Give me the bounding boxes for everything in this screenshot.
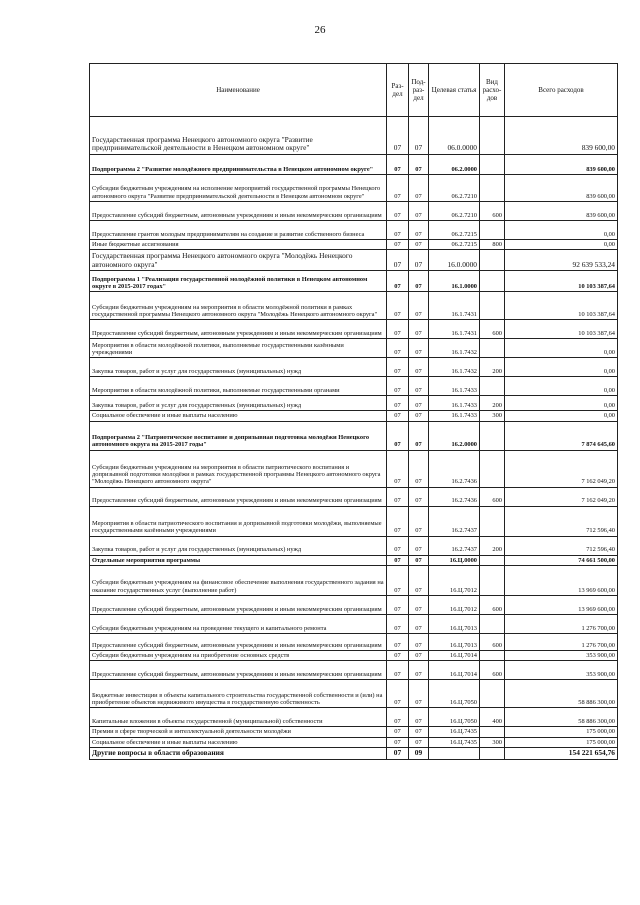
row-name: Закупка товаров, работ и услуг для государственных (муниципальных) нужд xyxy=(90,358,387,377)
row-podrazdel: 07 xyxy=(409,117,429,155)
row-target: 16.2.7436 xyxy=(429,450,480,487)
row-total: 0,00 xyxy=(505,358,618,377)
table-row xyxy=(90,536,618,555)
table-row xyxy=(90,175,618,202)
row-podrazdel: 07 xyxy=(409,250,429,271)
row-podrazdel: 07 xyxy=(409,411,429,421)
row-vid xyxy=(480,615,505,634)
row-total: 839 600,00 xyxy=(505,175,618,202)
row-total: 13 969 600,00 xyxy=(505,566,618,596)
row-total: 0,00 xyxy=(505,377,618,396)
row-target: 16.Ц.7013 xyxy=(429,615,480,634)
row-razdel: 07 xyxy=(387,411,409,421)
table-header xyxy=(90,64,618,117)
row-vid: 200 xyxy=(480,396,505,411)
row-target: 16.1.7433 xyxy=(429,411,480,421)
row-podrazdel: 07 xyxy=(409,421,429,450)
row-target: 16.1.7432 xyxy=(429,358,480,377)
row-total: 712 596,40 xyxy=(505,536,618,555)
row-name: Субсидии бюджетным учреждениям на приобретение основных средств xyxy=(90,651,387,661)
row-vid xyxy=(480,727,505,737)
table-row xyxy=(90,411,618,421)
row-vid: 300 xyxy=(480,411,505,421)
table-row xyxy=(90,292,618,320)
row-vid: 600 xyxy=(480,487,505,506)
row-name: Социальное обеспечение и иные выплаты населению xyxy=(90,737,387,747)
row-target: 16.Ц.7013 xyxy=(429,634,480,651)
row-name: Субсидии бюджетным учреждениям на мероприятия в области молодёжной политики в рамках государственной программы Ненецкого автономного округа "Молодёжь Ненецкого автономного округа" xyxy=(90,292,387,320)
row-podrazdel: 07 xyxy=(409,487,429,506)
row-vid xyxy=(480,339,505,358)
table-row xyxy=(90,202,618,221)
row-razdel: 07 xyxy=(387,506,409,536)
row-podrazdel: 07 xyxy=(409,202,429,221)
row-vid: 600 xyxy=(480,320,505,339)
header-target: Целевая статья xyxy=(429,64,480,117)
row-total: 839 600,00 xyxy=(505,155,618,175)
table-row xyxy=(90,487,618,506)
row-target: 16.Ц.7012 xyxy=(429,566,480,596)
table-row xyxy=(90,708,618,727)
row-vid: 600 xyxy=(480,634,505,651)
row-vid xyxy=(480,292,505,320)
page-number: 26 xyxy=(314,24,326,36)
row-total: 0,00 xyxy=(505,240,618,250)
table-row xyxy=(90,117,618,155)
row-total: 154 221 654,76 xyxy=(505,748,618,760)
row-name: Предоставление субсидий бюджетным, автономным учреждениям и иным некоммерческим организациям xyxy=(90,661,387,680)
row-razdel: 07 xyxy=(387,566,409,596)
row-podrazdel: 09 xyxy=(409,748,429,760)
row-vid: 200 xyxy=(480,536,505,555)
row-name: Субсидии бюджетным учреждениям на финансовое обеспечение выполнения государственного задания на оказание государственных услуг (выполнение работ) xyxy=(90,566,387,596)
row-target: 06.2.7210 xyxy=(429,175,480,202)
row-target: 06.0.0000 xyxy=(429,117,480,155)
row-target xyxy=(429,748,480,760)
row-razdel: 07 xyxy=(387,117,409,155)
row-razdel: 07 xyxy=(387,202,409,221)
table-row xyxy=(90,555,618,565)
header-vid: Вид расхо-дов xyxy=(480,64,505,117)
row-target: 16.Ц.7012 xyxy=(429,596,480,615)
row-podrazdel: 07 xyxy=(409,271,429,292)
row-target: 16.2.0000 xyxy=(429,421,480,450)
row-name: Отдельные мероприятия программы xyxy=(90,555,387,565)
table-row xyxy=(90,737,618,747)
header-name: Наименование xyxy=(90,64,387,117)
row-name: Социальное обеспечение и иные выплаты населению xyxy=(90,411,387,421)
table-row xyxy=(90,506,618,536)
row-razdel: 07 xyxy=(387,651,409,661)
row-target: 16.Ц.7435 xyxy=(429,737,480,747)
row-podrazdel: 07 xyxy=(409,596,429,615)
row-total: 1 276 700,00 xyxy=(505,634,618,651)
row-razdel: 07 xyxy=(387,555,409,565)
row-razdel: 07 xyxy=(387,240,409,250)
header-podrazdel: Под-раз-дел xyxy=(409,64,429,117)
row-total: 58 886 300,00 xyxy=(505,680,618,708)
table-row xyxy=(90,651,618,661)
row-podrazdel: 07 xyxy=(409,339,429,358)
row-name: Премии в сфере творческой и интеллектуальной деятельности молодёжи xyxy=(90,727,387,737)
row-name: Предоставление субсидий бюджетным, автономным учреждениям и иным некоммерческим организациям xyxy=(90,487,387,506)
row-podrazdel: 07 xyxy=(409,737,429,747)
row-name: Закупка товаров, работ и услуг для государственных (муниципальных) нужд xyxy=(90,536,387,555)
row-razdel: 07 xyxy=(387,634,409,651)
row-total: 175 000,00 xyxy=(505,737,618,747)
row-total: 0,00 xyxy=(505,396,618,411)
row-vid xyxy=(480,566,505,596)
row-target: 16.1.7433 xyxy=(429,396,480,411)
row-vid: 400 xyxy=(480,708,505,727)
row-name: Предоставление субсидий бюджетным, автономным учреждениям и иным некоммерческим организациям xyxy=(90,634,387,651)
row-vid xyxy=(480,651,505,661)
row-target: 16.1.7431 xyxy=(429,292,480,320)
row-total: 10 103 387,64 xyxy=(505,271,618,292)
row-total: 0,00 xyxy=(505,411,618,421)
row-razdel: 07 xyxy=(387,727,409,737)
row-vid xyxy=(480,680,505,708)
row-target: 16.2.7437 xyxy=(429,506,480,536)
table-row xyxy=(90,377,618,396)
table-row xyxy=(90,596,618,615)
row-name: Мероприятия в области молодёжной политики, выполняемые государственными органами xyxy=(90,377,387,396)
row-razdel: 07 xyxy=(387,450,409,487)
row-target: 16.Ц.7014 xyxy=(429,651,480,661)
row-total: 712 596,40 xyxy=(505,506,618,536)
row-name: Закупка товаров, работ и услуг для государственных (муниципальных) нужд xyxy=(90,396,387,411)
row-razdel: 07 xyxy=(387,155,409,175)
row-name: Мероприятия в области патриотического воспитания и допризывной подготовки молодёжи, выполняемые государственными казёнными учреждениями xyxy=(90,506,387,536)
row-target: 16.1.7431 xyxy=(429,320,480,339)
row-vid xyxy=(480,555,505,565)
table-row xyxy=(90,240,618,250)
row-total: 0,00 xyxy=(505,221,618,240)
row-target: 16.Ц.7050 xyxy=(429,680,480,708)
table-row xyxy=(90,748,618,760)
row-razdel: 07 xyxy=(387,221,409,240)
row-vid: 300 xyxy=(480,737,505,747)
row-vid: 600 xyxy=(480,596,505,615)
row-total: 839 600,00 xyxy=(505,202,618,221)
row-razdel: 07 xyxy=(387,748,409,760)
row-podrazdel: 07 xyxy=(409,680,429,708)
table-row xyxy=(90,339,618,358)
row-name: Иные бюджетные ассигнования xyxy=(90,240,387,250)
header-razdel: Раз-дел xyxy=(387,64,409,117)
row-razdel: 07 xyxy=(387,271,409,292)
row-target: 06.2.7215 xyxy=(429,240,480,250)
row-vid: 600 xyxy=(480,661,505,680)
row-vid xyxy=(480,748,505,760)
row-total: 353 900,00 xyxy=(505,661,618,680)
row-razdel: 07 xyxy=(387,377,409,396)
row-vid xyxy=(480,421,505,450)
row-podrazdel: 07 xyxy=(409,155,429,175)
row-vid xyxy=(480,155,505,175)
row-podrazdel: 07 xyxy=(409,555,429,565)
row-razdel: 07 xyxy=(387,320,409,339)
table-row xyxy=(90,661,618,680)
table-row xyxy=(90,271,618,292)
row-podrazdel: 07 xyxy=(409,651,429,661)
row-name: Предоставление субсидий бюджетным, автономным учреждениям и иным некоммерческим организациям xyxy=(90,320,387,339)
row-podrazdel: 07 xyxy=(409,221,429,240)
row-name: Государственная программа Ненецкого автономного округа "Молодёжь Ненецкого автономного округа" xyxy=(90,250,387,271)
row-target: 16.Ц.7014 xyxy=(429,661,480,680)
row-podrazdel: 07 xyxy=(409,536,429,555)
row-podrazdel: 07 xyxy=(409,566,429,596)
table-row xyxy=(90,727,618,737)
row-name: Подпрограмма 2 "Патриотическое воспитание и допризывная подготовка молодёжи Ненецкого автономного округа на 2015-2017 годы" xyxy=(90,421,387,450)
row-razdel: 07 xyxy=(387,596,409,615)
table-row xyxy=(90,250,618,271)
row-razdel: 07 xyxy=(387,339,409,358)
row-name: Предоставление субсидий бюджетным, автономным учреждениям и иным некоммерческим организациям xyxy=(90,596,387,615)
row-target: 16.Ц.7050 xyxy=(429,708,480,727)
budget-table xyxy=(89,63,618,760)
row-name: Субсидии бюджетным учреждениям на мероприятия в области патриотического воспитания и допризывной подготовки молодёжи в рамках государственной программы Ненецкого автономного округа "Молодёжь Ненецкого автономного округа" xyxy=(90,450,387,487)
table-row xyxy=(90,634,618,651)
row-name: Государственная программа Ненецкого автономного округа "Развитие предпринимательской деятельности в Ненецком автономном округе" xyxy=(90,117,387,155)
row-target: 16.2.7436 xyxy=(429,487,480,506)
row-razdel: 07 xyxy=(387,708,409,727)
table-row xyxy=(90,396,618,411)
row-name: Капитальные вложения в объекты государственной (муниципальной) собственности xyxy=(90,708,387,727)
table-row xyxy=(90,421,618,450)
row-razdel: 07 xyxy=(387,615,409,634)
row-podrazdel: 07 xyxy=(409,708,429,727)
row-name: Предоставление грантов молодым предпринимателям на создание и развитие собственного бизнеса xyxy=(90,221,387,240)
row-total: 13 969 600,00 xyxy=(505,596,618,615)
row-razdel: 07 xyxy=(387,250,409,271)
row-podrazdel: 07 xyxy=(409,634,429,651)
table-body xyxy=(90,117,618,760)
row-total: 7 874 645,60 xyxy=(505,421,618,450)
row-total: 353 900,00 xyxy=(505,651,618,661)
row-razdel: 07 xyxy=(387,292,409,320)
row-target: 06.2.7210 xyxy=(429,202,480,221)
row-razdel: 07 xyxy=(387,661,409,680)
row-razdel: 07 xyxy=(387,358,409,377)
row-target: 06.2.7215 xyxy=(429,221,480,240)
table-row xyxy=(90,358,618,377)
row-target: 16.1.7432 xyxy=(429,339,480,358)
header-total: Всего расходов xyxy=(505,64,618,117)
row-total: 0,00 xyxy=(505,339,618,358)
table-row xyxy=(90,566,618,596)
row-podrazdel: 07 xyxy=(409,615,429,634)
row-total: 74 661 500,00 xyxy=(505,555,618,565)
row-podrazdel: 07 xyxy=(409,661,429,680)
table-row xyxy=(90,680,618,708)
row-total: 1 276 700,00 xyxy=(505,615,618,634)
row-total: 10 103 387,64 xyxy=(505,292,618,320)
row-podrazdel: 07 xyxy=(409,396,429,411)
row-vid xyxy=(480,221,505,240)
row-vid xyxy=(480,175,505,202)
row-total: 175 000,00 xyxy=(505,727,618,737)
row-vid xyxy=(480,250,505,271)
row-razdel: 07 xyxy=(387,421,409,450)
row-name: Мероприятия в области молодёжной политики, выполняемые государственными казёнными учреждениями xyxy=(90,339,387,358)
row-podrazdel: 07 xyxy=(409,377,429,396)
row-name: Подпрограмма 1 "Реализация государственной молодёжной политики в Ненецком автономном округе в 2015-2017 годах" xyxy=(90,271,387,292)
row-target: 06.2.0000 xyxy=(429,155,480,175)
row-podrazdel: 07 xyxy=(409,727,429,737)
table-row xyxy=(90,155,618,175)
row-podrazdel: 07 xyxy=(409,292,429,320)
row-name: Субсидии бюджетным учреждениям на проведение текущего и капитального ремонта xyxy=(90,615,387,634)
row-razdel: 07 xyxy=(387,175,409,202)
row-podrazdel: 07 xyxy=(409,450,429,487)
row-name: Субсидии бюджетным учреждениям на исполнение мероприятий государственной программы Ненецкого автономного округа "Развитие предпринимательской деятельности в Ненецком автономном округе" xyxy=(90,175,387,202)
row-target: 16.Ц.7435 xyxy=(429,727,480,737)
row-total: 92 639 533,24 xyxy=(505,250,618,271)
row-podrazdel: 07 xyxy=(409,358,429,377)
row-target: 16.0.0000 xyxy=(429,250,480,271)
row-total: 7 162 049,20 xyxy=(505,450,618,487)
row-razdel: 07 xyxy=(387,396,409,411)
row-razdel: 07 xyxy=(387,487,409,506)
row-razdel: 07 xyxy=(387,680,409,708)
row-name: Бюджетные инвестиции в объекты капитального строительства государственной собственности и (или) на приобретение объектов недвижимого имущества в государственную собственность xyxy=(90,680,387,708)
row-razdel: 07 xyxy=(387,737,409,747)
row-name: Подпрограмма 2 "Развитие молодёжного предпринимательства в Ненецком автономном округе" xyxy=(90,155,387,175)
row-podrazdel: 07 xyxy=(409,175,429,202)
row-total: 7 162 049,20 xyxy=(505,487,618,506)
row-target: 16.1.7433 xyxy=(429,377,480,396)
row-vid xyxy=(480,117,505,155)
row-total: 839 600,00 xyxy=(505,117,618,155)
row-target: 16.Ц.0000 xyxy=(429,555,480,565)
row-vid xyxy=(480,271,505,292)
row-vid: 200 xyxy=(480,358,505,377)
table-row xyxy=(90,320,618,339)
row-target: 16.1.0000 xyxy=(429,271,480,292)
row-vid: 600 xyxy=(480,202,505,221)
row-vid xyxy=(480,506,505,536)
table-row xyxy=(90,450,618,487)
row-name: Предоставление субсидий бюджетным, автономным учреждениям и иным некоммерческим организациям xyxy=(90,202,387,221)
row-total: 58 886 300,00 xyxy=(505,708,618,727)
row-podrazdel: 07 xyxy=(409,320,429,339)
row-podrazdel: 07 xyxy=(409,240,429,250)
row-vid xyxy=(480,377,505,396)
row-vid: 800 xyxy=(480,240,505,250)
row-vid xyxy=(480,450,505,487)
row-podrazdel: 07 xyxy=(409,506,429,536)
row-razdel: 07 xyxy=(387,536,409,555)
row-total: 10 103 387,64 xyxy=(505,320,618,339)
table-row xyxy=(90,221,618,240)
row-target: 16.2.7437 xyxy=(429,536,480,555)
table-row xyxy=(90,615,618,634)
row-name: Другие вопросы в области образования xyxy=(90,748,387,760)
